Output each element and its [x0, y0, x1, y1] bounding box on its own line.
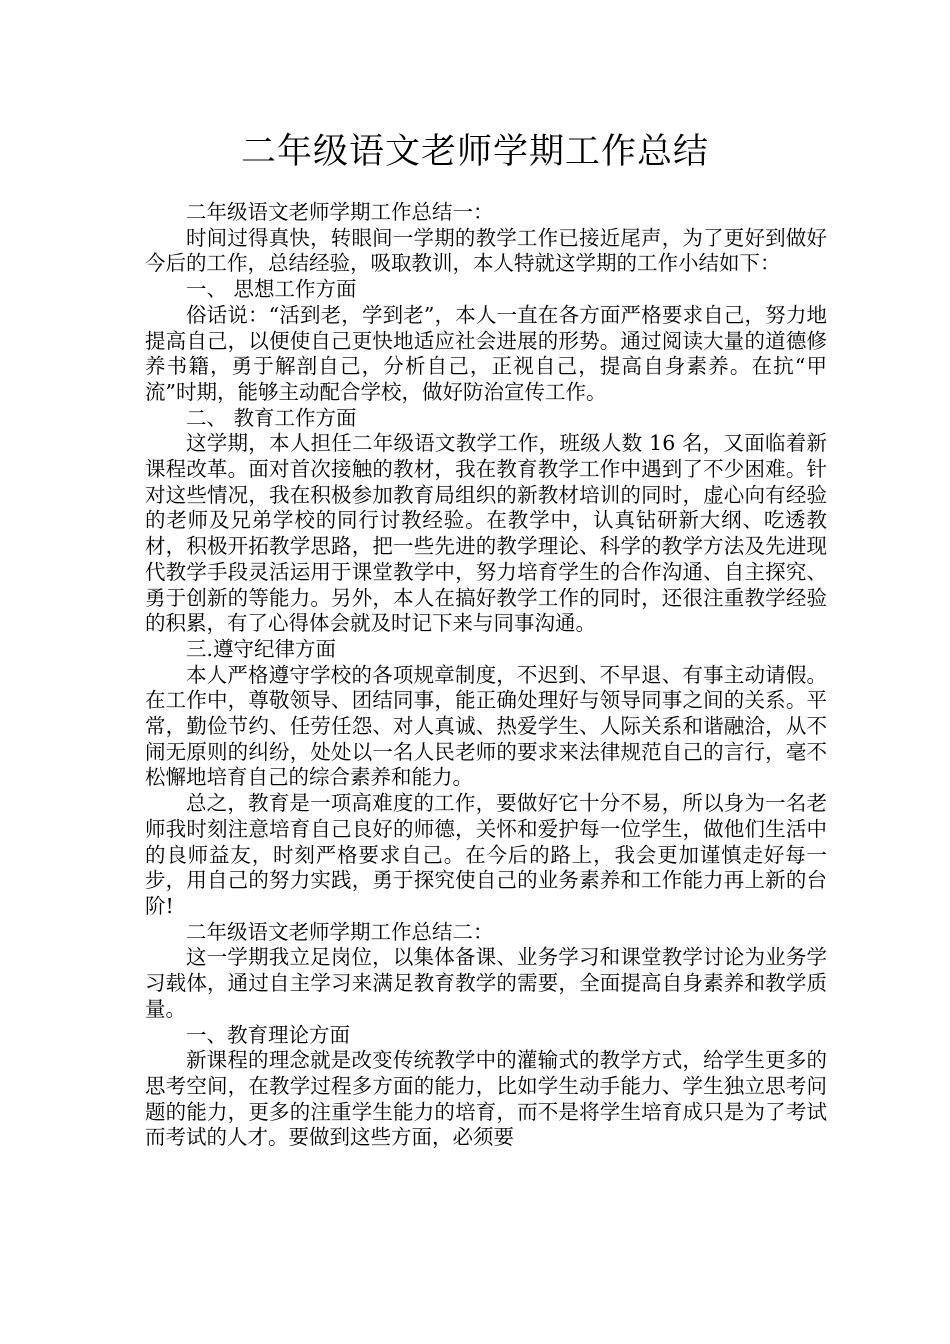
paragraph-theory: 新课程的理念就是改变传统教学中的灌输式的教学方式，给学生更多的思考空间，在教学过程多方面的能力，比如学生动手能力、学生独立思考问题的能力，更多的注重学生能力的培育，而不是将学生培育成只是为了考试而考试的人才。要做到这些方面，必须要 [145, 1048, 827, 1150]
paragraph-education: 这学期，本人担任二年级语文教学工作，班级人数 16 名，又面临着新课程改革。面对首次接触的教材，我在教育教学工作中遇到了不少困难。针对这些情况，我在积极参加教育局组织的新教材培训的同时，虚心向有经验的老师及兄弟学校的同行讨教经验。在教学中，认真钻研新大纲、吃透教材，积极开拓教学思路，把一些先进的教学理论、科学的教学方法及先进现代教学手段灵活运用于课堂教学中，努力培育学生的合作沟通、自主探究、勇于创新的等能力。另外，本人在搞好教学工作的同时，还很注重教学经验的积累，有了心得体会就及时记下来与同事沟通。 [145, 431, 827, 636]
paragraph-intro: 时间过得真快，转眼间一学期的教学工作已接近尾声，为了更好到做好今后的工作，总结经验，吸取教训，本人特就这学期的工作小结如下： [145, 225, 827, 276]
paragraph-thought: 俗话说：“活到老，学到老”，本人一直在各方面严格要求自己，努力地提高自己，以便使自己更快地适应社会进展的形势。通过阅读大量的道德修养书籍，勇于解剖自己，分析自己，正视自己，提高自身素养。在抗“甲流”时期，能够主动配合学校，做好防治宣传工作。 [145, 302, 827, 404]
section-heading-discipline: 三.遵守纪律方面 [186, 636, 337, 661]
paragraph-summary-one-heading: 二年级语文老师学期工作总结一： [186, 200, 494, 224]
document-body [145, 200, 827, 1151]
document-title: 二年级语文老师学期工作总结 [240, 132, 709, 172]
paragraph-summary-two-heading: 二年级语文老师学期工作总结二： [186, 919, 494, 944]
section-heading-education: 二、 教育工作方面 [186, 405, 357, 430]
paragraph-conclusion: 总之，教育是一项高难度的工作，要做好它十分不易，所以身为一名老师我时刻注意培育自己良好的师德，关怀和爱护每一位学生，做他们生活中的良师益友，时刻严格要求自己。在今后的路上，我会更加谨慎走好每一步，用自己的努力实践，勇于探究使自己的业务素养和工作能力再上新的台阶! [145, 791, 827, 918]
paragraph-discipline: 本人严格遵守学校的各项规章制度，不迟到、不早退、有事主动请假。在工作中，尊敬领导、团结同事，能正确处理好与领导同事之间的关系。平常，勤俭节约、任劳任怨、对人真诚、热爱学生、人际关系和谐融洽，从不闹无原则的纠纷，处处以一名人民老师的要求来法律规范自己的言行，毫不松懈地培育自己的综合素养和能力。 [145, 662, 827, 790]
paragraph-summary-two-intro: 这一学期我立足岗位，以集体备课、业务学习和课堂教学讨论为业务学习载体，通过自主学习来满足教育教学的需要，全面提高自身素养和教学质量。 [145, 945, 827, 1021]
section-heading-thought: 一、 思想工作方面 [186, 277, 357, 302]
section-heading-theory: 一、教育理论方面 [186, 1022, 350, 1047]
